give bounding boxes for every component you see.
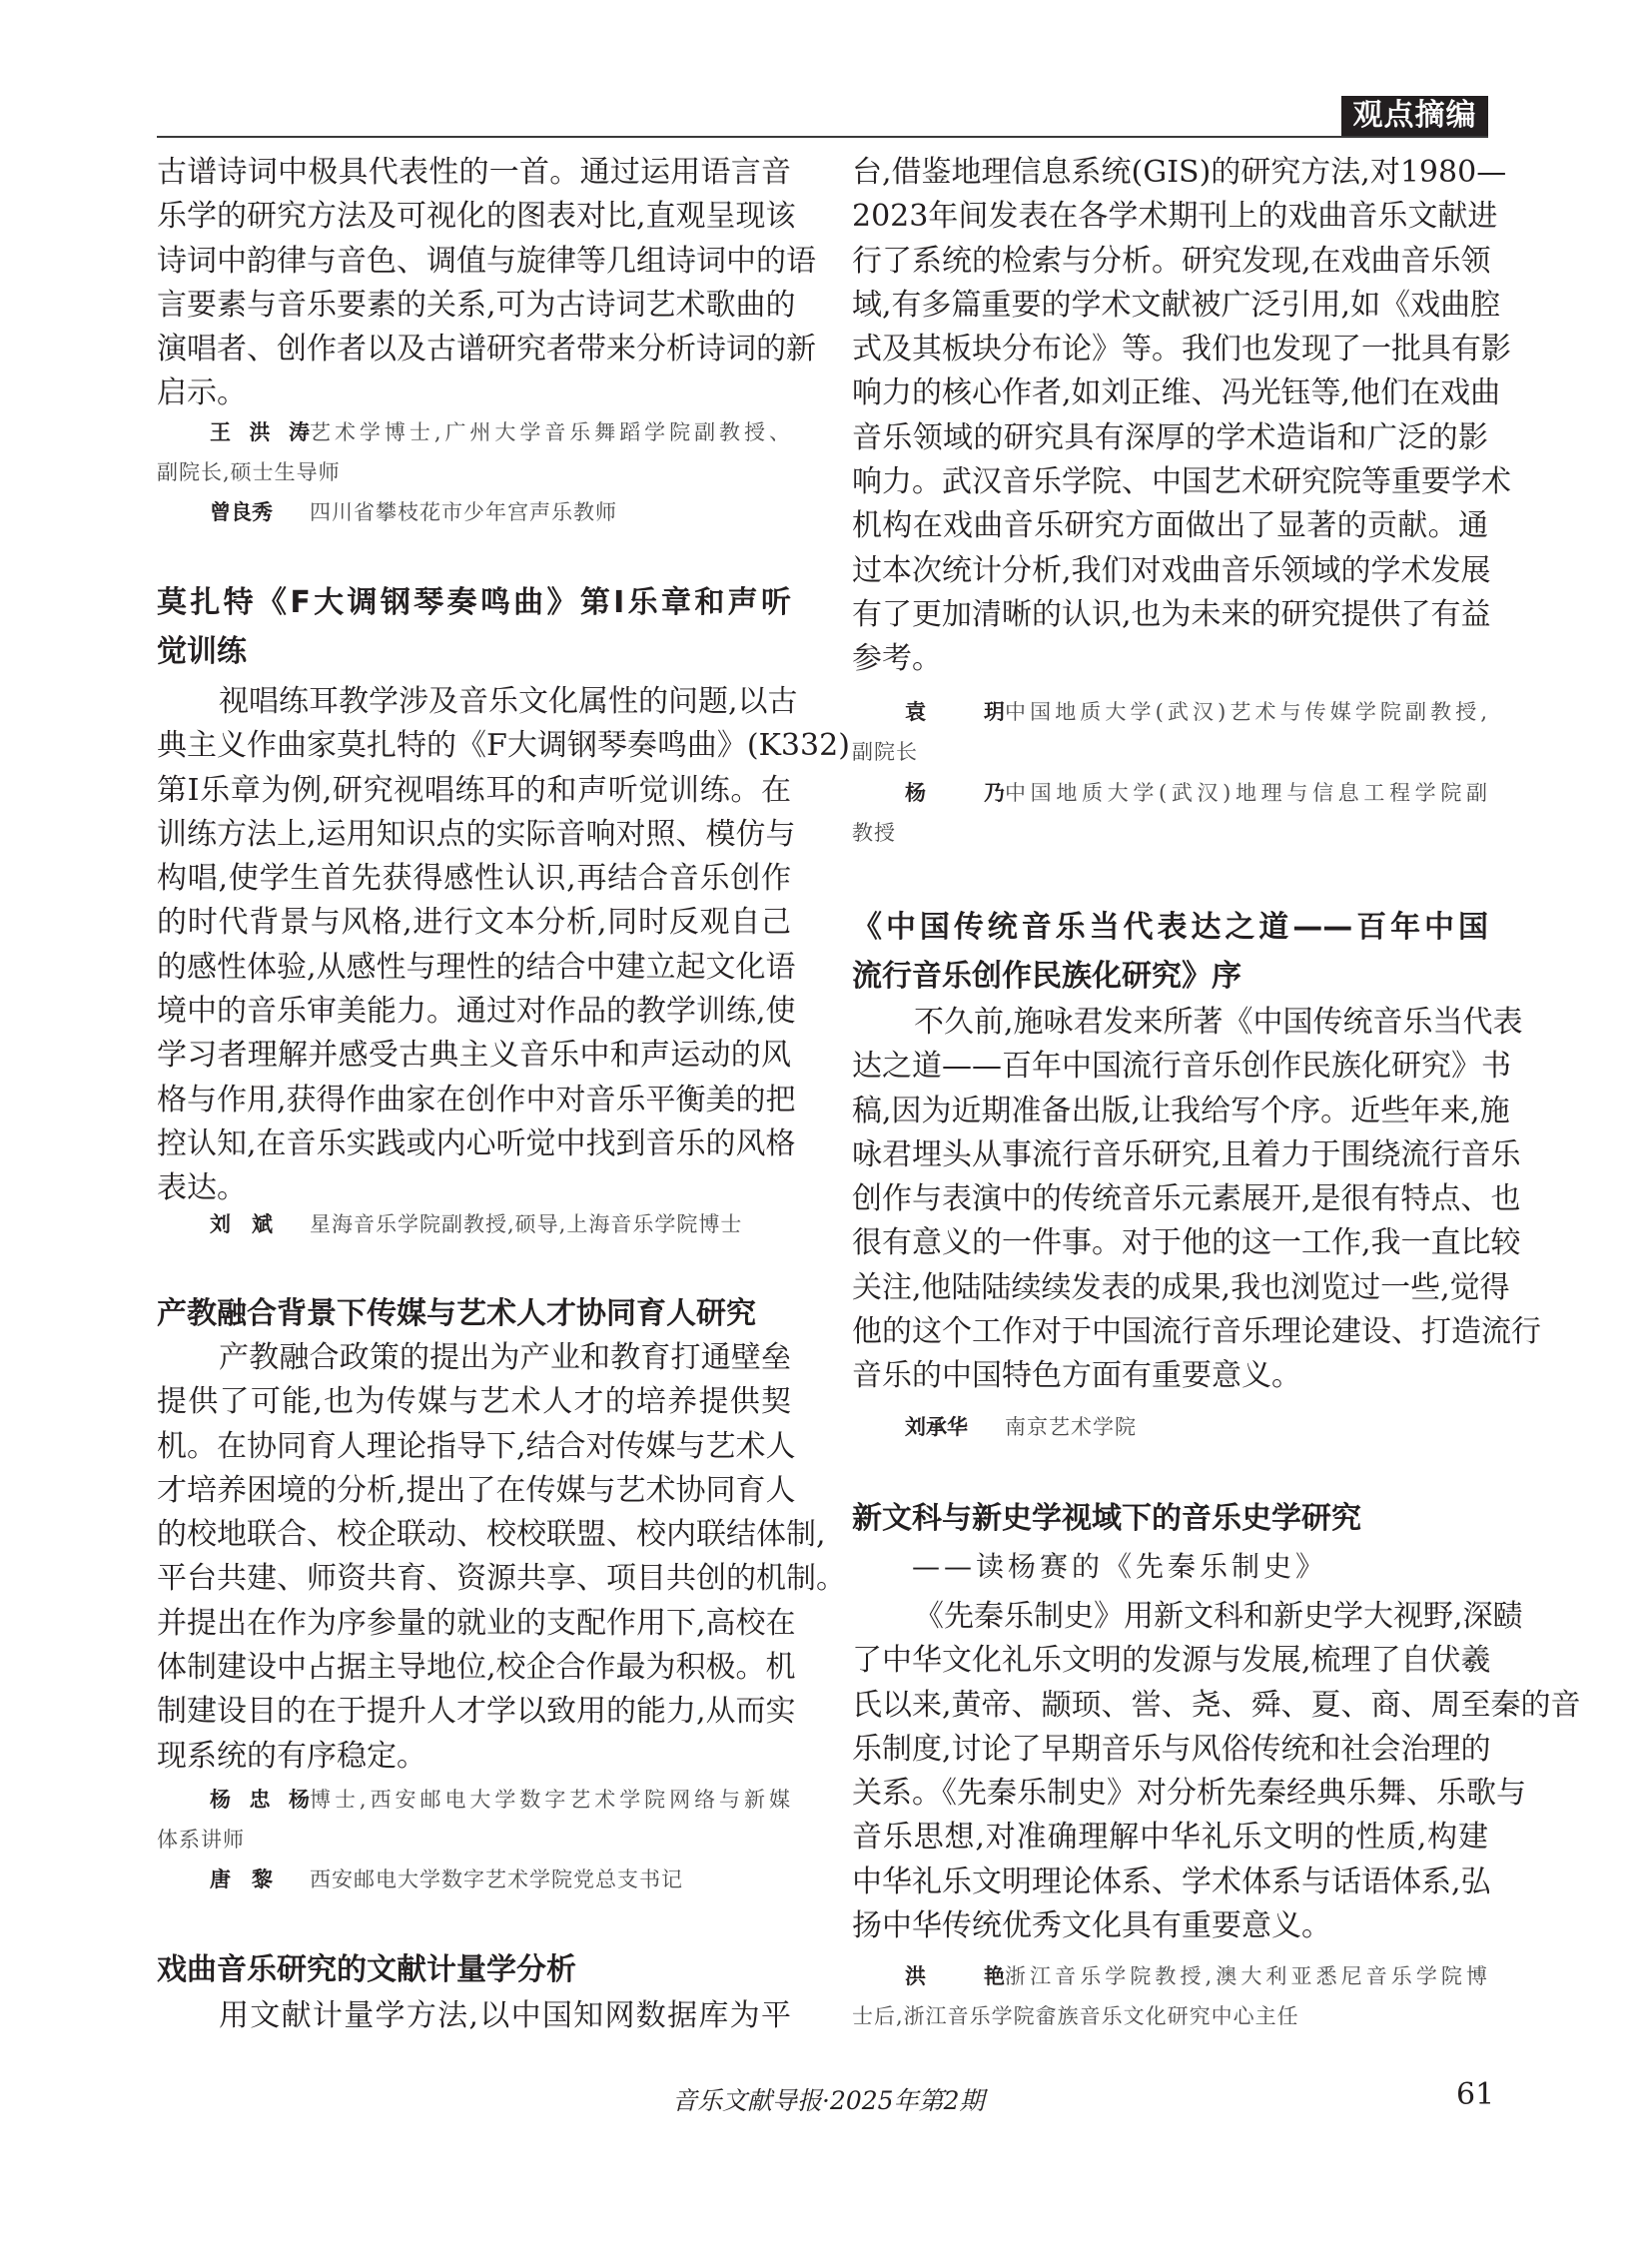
text-line: 并提出在作为序参量的就业的支配作用下,高校在 xyxy=(157,1605,796,1641)
text-line: 行了系统的检索与分析。研究发现,在戏曲音乐领 xyxy=(852,243,1491,279)
author-line xyxy=(157,1780,791,1820)
text-line: 创作与表演中的传统音乐元素展开,是很有特点、也 xyxy=(852,1181,1521,1217)
text-line: 响力的核心作者,如刘正维、冯光钰等,他们在戏曲 xyxy=(852,375,1501,411)
author-credit xyxy=(852,773,1488,853)
author-name: 曾良秀 xyxy=(210,500,273,524)
text-line: 的校地联合、校企联动、校校联盟、校内联结体制, xyxy=(157,1517,826,1553)
text-line: 控认知,在音乐实践或内心听觉中找到音乐的风格 xyxy=(157,1125,796,1161)
author-affiliation: 四川省攀枝花市少年宫声乐教师 xyxy=(310,500,617,524)
author-affiliation: 南京艺术学院 xyxy=(1005,1415,1137,1439)
author-credit xyxy=(157,412,791,492)
author-line xyxy=(852,692,1488,732)
text-line: 2023年间发表在各学术期刊上的戏曲音乐文献进 xyxy=(852,199,1498,235)
journal-footer: 音乐文献导报·2025年第2期 xyxy=(672,2086,985,2115)
article-title xyxy=(157,1289,791,1338)
author-name: 洪 艳 xyxy=(905,1964,1005,1988)
text-line: 典主义作曲家莫扎特的《F大调钢琴奏鸣曲》(K332) xyxy=(157,728,850,764)
text-line: 扬中华传统优秀文化具有重要意义。 xyxy=(852,1908,1331,1944)
text-line: 域,有多篇重要的学术文献被广泛引用,如《戏曲腔 xyxy=(852,287,1501,323)
text-line: 训练方法上,运用知识点的实际音响对照、模仿与 xyxy=(157,816,796,852)
author-credit xyxy=(157,492,791,532)
text-line: 音乐的中国特色方面有重要意义。 xyxy=(852,1358,1301,1394)
text-line: 新文科与新史学视域下的音乐史学研究 xyxy=(852,1501,1361,1536)
author-affiliation: 艺术学博士,广州大学音乐舞蹈学院副教授、 xyxy=(310,420,791,444)
author-line xyxy=(852,773,1488,813)
text-line: 了中华文化礼乐文明的发源与发展,梳理了自伏羲 xyxy=(852,1643,1491,1679)
text-line: 产教融合政策的提出为产业和教育打通壁垒 xyxy=(219,1340,791,1375)
author-line xyxy=(157,492,791,532)
text-line: 中华礼乐文明理论体系、学术体系与话语体系,弘 xyxy=(852,1864,1491,1899)
author-line xyxy=(852,1956,1488,1996)
text-line: 很有意义的一件事。对于他的这一工作,我一直比较 xyxy=(852,1225,1521,1261)
text-line: 不久前,施咏君发来所著《中国传统音乐当代表 xyxy=(914,1005,1523,1040)
page-number: 61 xyxy=(1456,2077,1495,2112)
text-line: 学习者理解并感受古典主义音乐中和声运动的风 xyxy=(157,1038,791,1074)
author-name: 袁 玥 xyxy=(905,700,1005,724)
text-line: 《先秦乐制史》用新文科和新史学大视野,深赜 xyxy=(914,1599,1523,1634)
section-tag: 观点摘编 xyxy=(1341,96,1488,136)
text-line: 达之道——百年中国流行音乐创作民族化研究》书 xyxy=(852,1049,1511,1085)
article-paragraph xyxy=(852,1595,1581,1948)
text-line: 莫扎特《F大调钢琴奏鸣曲》第Ⅰ乐章和声听 xyxy=(157,585,791,620)
author-affiliation: 体系讲师 xyxy=(157,1828,245,1852)
article-title xyxy=(852,903,1488,1001)
text-line: 格与作用,获得作曲家在创作中对音乐平衡美的把 xyxy=(157,1082,796,1118)
article-paragraph xyxy=(157,1336,846,1779)
article-paragraph xyxy=(852,151,1511,682)
text-line: 戏曲音乐研究的文献计量学分析 xyxy=(157,1952,576,1987)
text-line: 视唱练耳教学涉及音乐文化属性的问题,以古 xyxy=(219,684,798,719)
author-credit xyxy=(852,692,1488,772)
text-line: 有了更加清晰的认识,也为未来的研究提供了有益 xyxy=(852,596,1491,632)
author-line xyxy=(157,1860,791,1899)
article-paragraph xyxy=(157,680,850,1211)
author-affiliation: 博士,西安邮电大学数字艺术学院网络与新媒 xyxy=(310,1788,791,1812)
author-line xyxy=(852,1407,1488,1447)
author-credit xyxy=(157,1780,791,1860)
author-credit xyxy=(157,1204,791,1244)
text-line: 机构在戏曲音乐研究方面做出了显著的贡献。通 xyxy=(852,508,1488,544)
text-line: 觉训练 xyxy=(157,634,247,669)
author-credit xyxy=(852,1956,1488,2036)
text-line: 他的这个工作对于中国流行音乐理论建设、打造流行 xyxy=(852,1314,1541,1350)
author-affiliation: 西安邮电大学数字艺术学院党总支书记 xyxy=(310,1868,683,1891)
author-affiliation: 副院长,硕士生导师 xyxy=(157,460,341,484)
article-paragraph xyxy=(157,151,816,416)
text-line: 表达。 xyxy=(157,1170,247,1206)
text-line: 平台共建、师资共育、资源共享、项目共创的机制。 xyxy=(157,1561,846,1597)
text-line: 乐制度,讨论了早期音乐与风俗传统和社会治理的 xyxy=(852,1731,1491,1767)
text-line: 《中国传统音乐当代表达之道——百年中国 xyxy=(852,910,1488,945)
header-rule xyxy=(157,136,1488,138)
text-line: 体制建设中占据主导地位,校企合作最为积极。机 xyxy=(157,1650,796,1686)
author-name: 杨 乃 xyxy=(905,781,1005,805)
text-line: 第Ⅰ乐章为例,研究视唱练耳的和声听觉训练。在 xyxy=(157,772,791,808)
author-name: 刘承华 xyxy=(905,1415,968,1439)
author-line xyxy=(157,1204,791,1244)
author-affiliation: 中国地质大学(武汉)地理与信息工程学院副 xyxy=(1005,781,1488,805)
text-line: 音乐思想,对准确理解中华礼乐文明的性质,构建 xyxy=(852,1820,1488,1856)
text-line: 的时代背景与风格,进行文本分析,同时反观自己 xyxy=(157,905,791,941)
text-line: 关注,他陆陆续续发表的成果,我也浏览过一些,觉得 xyxy=(852,1269,1510,1305)
author-affiliation: 教授 xyxy=(852,821,896,845)
text-line: 制建设目的在于提升人才学以致用的能力,从而实 xyxy=(157,1694,796,1730)
text-line: 过本次统计分析,我们对戏曲音乐领域的学术发展 xyxy=(852,552,1491,588)
text-line: 流行音乐创作民族化研究》序 xyxy=(852,959,1241,994)
text-line: 言要素与音乐要素的关系,可为古诗词艺术歌曲的 xyxy=(157,287,796,323)
text-line: 台,借鉴地理信息系统(GIS)的研究方法,对1980— xyxy=(852,155,1507,190)
text-line: 响力。武汉音乐学院、中国艺术研究院等重要学术 xyxy=(852,464,1511,500)
text-line: 乐学的研究方法及可视化的图表对比,直观呈现该 xyxy=(157,199,796,235)
author-affiliation: 中国地质大学(武汉)艺术与传媒学院副教授, xyxy=(1005,700,1488,724)
article-title xyxy=(852,1494,1488,1543)
text-line: 现系统的有序稳定。 xyxy=(157,1738,426,1774)
author-affiliation: 浙江音乐学院教授,澳大利亚悉尼音乐学院博 xyxy=(1005,1964,1488,1988)
author-affiliation: 士后,浙江音乐学院畲族音乐文化研究中心主任 xyxy=(852,2004,1299,2028)
article-title xyxy=(157,578,791,676)
article-paragraph xyxy=(852,1001,1541,1399)
article-paragraph xyxy=(157,1994,791,2038)
text-line: 产教融合背景下传媒与艺术人才协同育人研究 xyxy=(157,1296,756,1331)
author-line xyxy=(157,412,791,452)
text-line: 境中的音乐审美能力。通过对作品的教学训练,使 xyxy=(157,994,796,1030)
text-line: 音乐领域的研究具有深厚的学术造诣和广泛的影 xyxy=(852,419,1488,455)
text-line: 咏君埋头从事流行音乐研究,且着力于围绕流行音乐 xyxy=(852,1136,1521,1172)
author-credit xyxy=(157,1860,791,1899)
text-line: 提供了可能,也为传媒与艺术人才的培养提供契 xyxy=(157,1384,791,1420)
text-line: 氏以来,黄帝、颛顼、喾、尧、舜、夏、商、周至秦的音 xyxy=(852,1687,1581,1723)
text-line: 古谱诗词中极具代表性的一首。通过运用语言音 xyxy=(157,155,791,190)
text-line: 机。在协同育人理论指导下,结合对传媒与艺术人 xyxy=(157,1428,796,1464)
text-line: ——读杨赛的《先秦乐制史》 xyxy=(912,1550,1328,1583)
text-line: 参考。 xyxy=(852,641,942,677)
text-line: 演唱者、创作者以及古谱研究者带来分析诗词的新 xyxy=(157,332,816,368)
author-name: 杨忠杨 xyxy=(210,1788,310,1812)
text-line: 式及其板块分布论》等。我们也发现了一批具有影 xyxy=(852,332,1511,368)
author-name: 刘 斌 xyxy=(210,1212,273,1236)
text-line: 才培养困境的分析,提出了在传媒与艺术协同育人 xyxy=(157,1472,796,1508)
author-affiliation: 副院长 xyxy=(852,740,918,764)
author-credit xyxy=(852,1407,1488,1447)
article-subtitle xyxy=(852,1545,1488,1589)
text-line: 启示。 xyxy=(157,375,247,411)
author-name: 唐 黎 xyxy=(210,1868,273,1891)
text-line: 的感性体验,从感性与理性的结合中建立起文化语 xyxy=(157,949,796,985)
text-line: 稿,因为近期准备出版,让我给写个序。近些年来,施 xyxy=(852,1093,1510,1128)
text-line: 诗词中韵律与音色、调值与旋律等几组诗词中的语 xyxy=(157,243,816,279)
article-title xyxy=(157,1945,791,1994)
text-line: 用文献计量学方法,以中国知网数据库为平 xyxy=(219,1998,791,2033)
author-affiliation: 星海音乐学院副教授,硕导,上海音乐学院博士 xyxy=(310,1212,743,1236)
text-line: 构唱,使学生首先获得感性认识,再结合音乐创作 xyxy=(157,861,791,897)
text-line: 关系。《先秦乐制史》对分析先秦经典乐舞、乐歌与 xyxy=(852,1776,1526,1812)
author-name: 王洪涛 xyxy=(210,420,310,444)
